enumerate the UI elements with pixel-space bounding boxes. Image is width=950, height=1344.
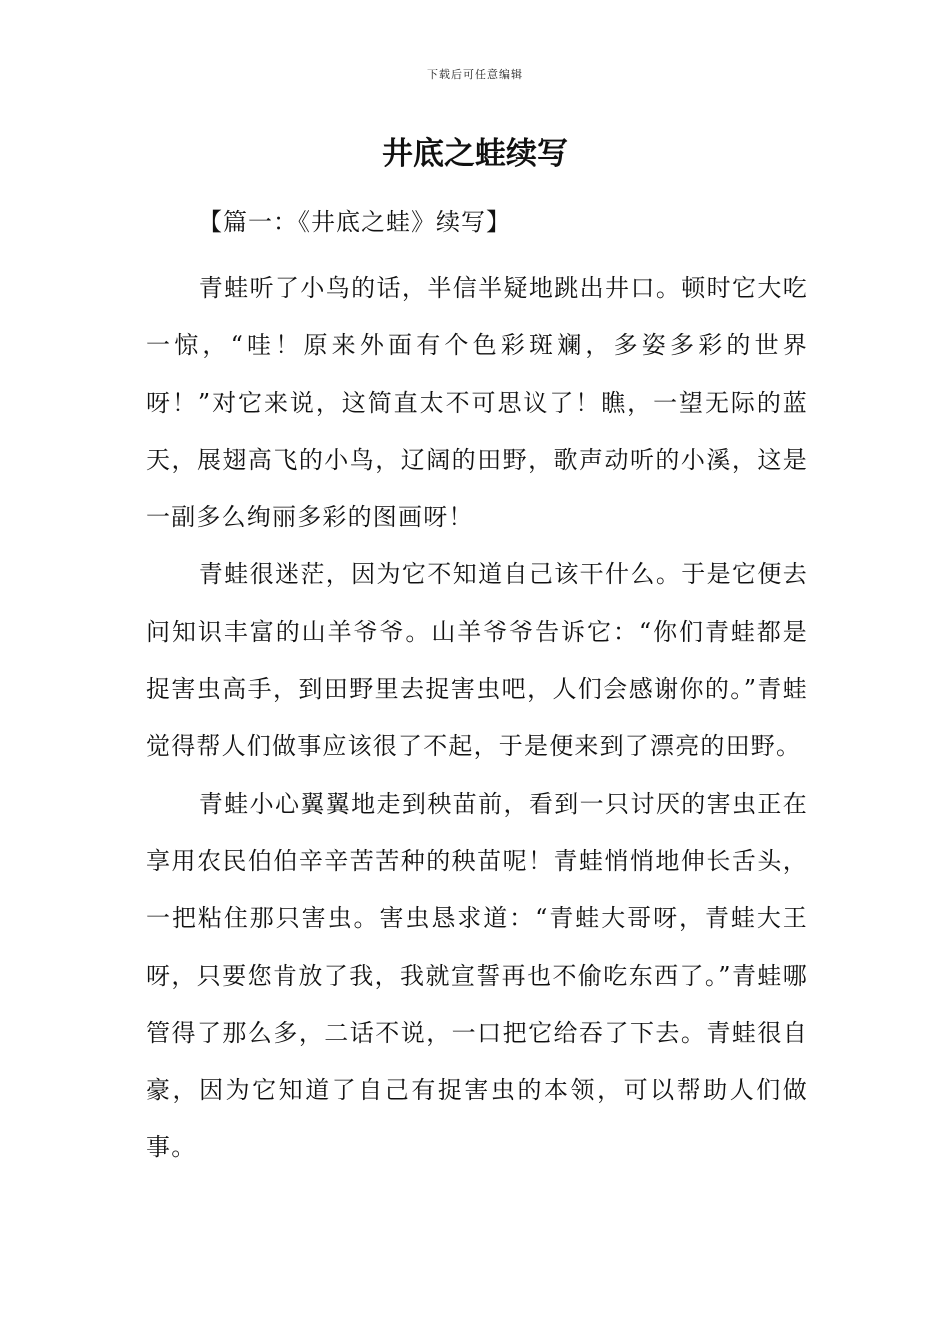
- paragraph: 青蛙小心翼翼地走到秧苗前，看到一只讨厌的害虫正在享用农民伯伯辛辛苦苦种的秧苗呢！青蛙悄悄地伸长舌头，一把粘住那只害虫。害虫恳求道：“青蛙大哥呀，青蛙大王呀，只要您肯放了我，我就宣誓再也不偷吃东西了。”青蛙哪管得了那么多，二话不说，一口把它给吞了下去。青蛙很自豪，因为它知道了自己有捉害虫的本领，可以帮助人们做事。: [146, 789, 808, 1162]
- document-body: [146, 260, 808, 1177]
- paragraph: 青蛙听了小鸟的话，半信半疑地跳出井口。顿时它大吃一惊，“哇！原来外面有个色彩斑斓，多姿多彩的世界呀！”对它来说，这简直太不可思议了！瞧，一望无际的蓝天，展翅高飞的小鸟，辽阔的田野，歌声动听的小溪，这是一副多么绚丽多彩的图画呀！: [146, 274, 808, 532]
- paragraph: 青蛙很迷茫，因为它不知道自己该干什么。于是它便去问知识丰富的山羊爷爷。山羊爷爷告诉它：“你们青蛙都是捉害虫高手，到田野里去捉害虫吧，人们会感谢你的。”青蛙觉得帮人们做事应该很了不起，于是便来到了漂亮的田野。: [146, 560, 808, 761]
- section-heading: 【篇一：《井底之蛙》续写】: [198, 208, 511, 236]
- header-note: 下载后可任意编辑: [427, 68, 523, 81]
- document-title: 井底之蛙续写: [382, 136, 568, 172]
